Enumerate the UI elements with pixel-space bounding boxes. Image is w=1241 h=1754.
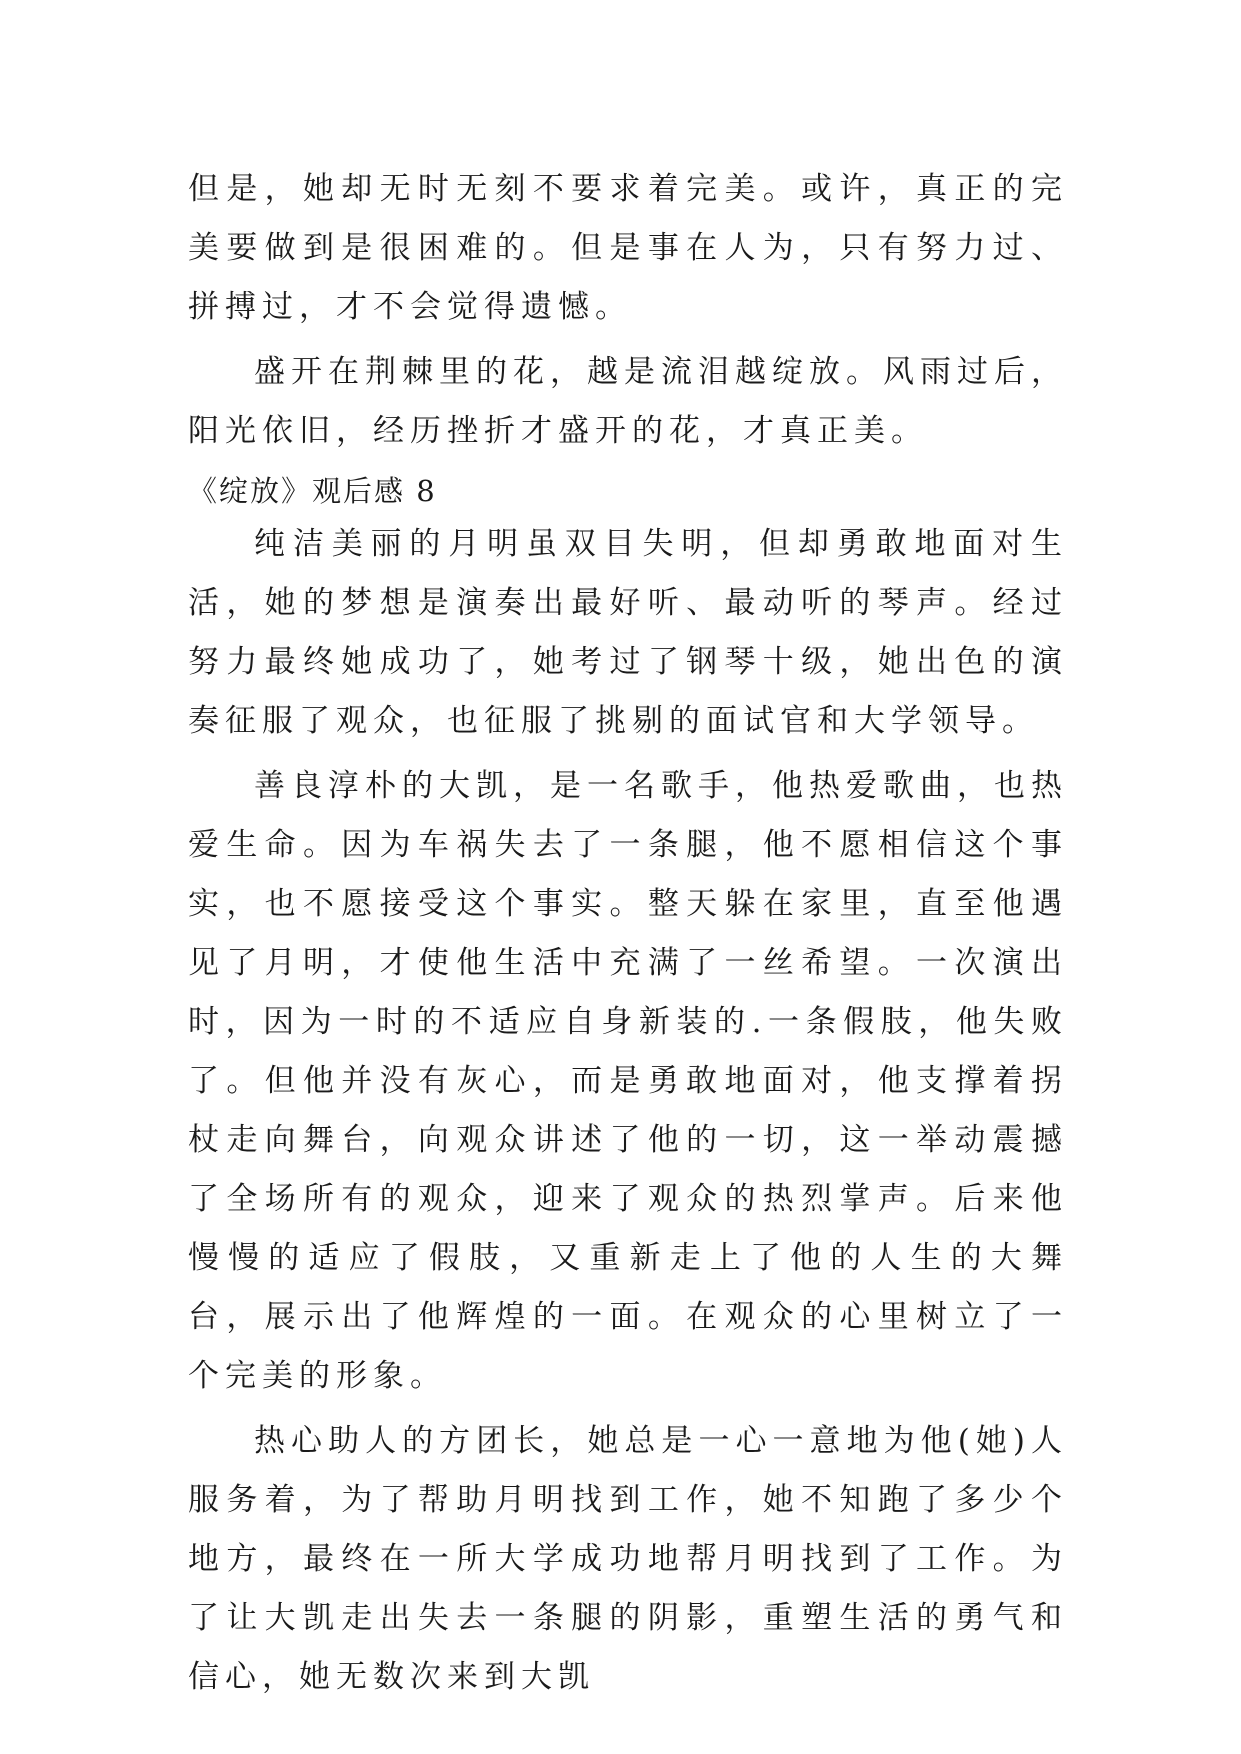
paragraph-director-fang: 热心助人的方团长，她总是一心一意地为他(她)人服务着，为了帮助月明找到工作，她不知跑了多少个地方，最终在一所大学成功地帮月明找到了工作。为了让大凯走出失去一条腿的阴影，重塑生活的勇气和信心，她无数次来到大凯	[188, 1423, 1068, 1695]
paragraph-yueming: 纯洁美丽的月明虽双目失明，但却勇敢地面对生活，她的梦想是演奏出最好听、最动听的琴声。经过努力最终她成功了，她考过了钢琴十级，她出色的演奏征服了观众，也征服了挑剔的面试官和大学领导。	[188, 526, 1068, 739]
paragraph-perfection-ending: 但是，她却无时无刻不要求着完美。或许，真正的完美要做到是很困难的。但是事在人为，只有努力过、拼搏过，才不会觉得遗憾。	[188, 171, 1068, 325]
document-body	[188, 160, 1068, 1713]
section-heading: 《绽放》观后感 8	[188, 474, 437, 508]
paragraph-dakai: 善良淳朴的大凯，是一名歌手，他热爱歌曲，也热爱生命。因为车祸失去了一条腿，他不愿相信这个事实，也不愿接受这个事实。整天躲在家里，直至他遇见了月明，才使他生活中充满了一丝希望。一次演出时，因为一时的不适应自身新装的.一条假肢，他失败了。但他并没有灰心，而是勇敢地面对，他支撑着拐杖走向舞台，向观众讲述了他的一切，这一举动震撼了全场所有的观众，迎来了观众的热烈掌声。后来他慢慢的适应了假肢，又重新走上了他的人生的大舞台，展示出了他辉煌的一面。在观众的心里树立了一个完美的形象。	[188, 768, 1068, 1394]
paragraph-flower-in-thorns: 盛开在荆棘里的花，越是流泪越绽放。风雨过后，阳光依旧，经历挫折才盛开的花，才真正美。	[188, 354, 1068, 449]
